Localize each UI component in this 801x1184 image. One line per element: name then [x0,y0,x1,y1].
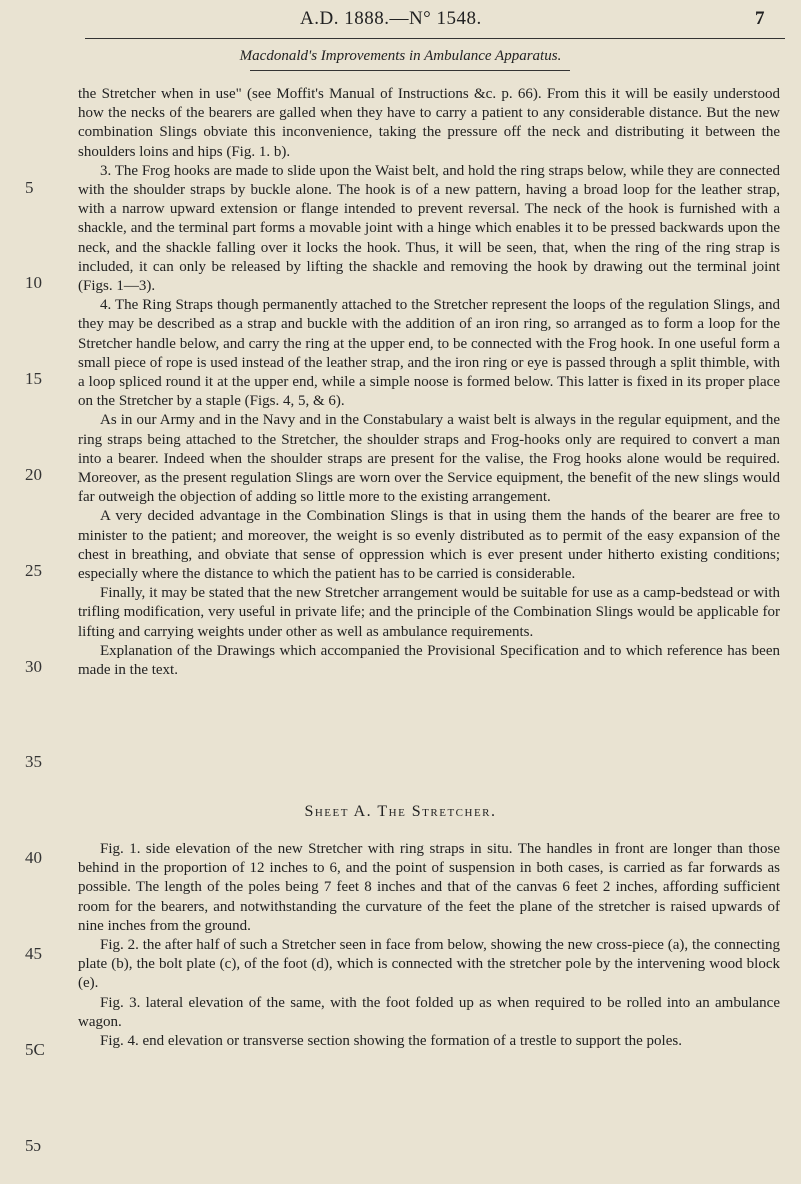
line-number: 10 [25,273,42,292]
line-number: 25 [25,561,42,580]
figure-description: Fig. 1. side elevation of the new Stretcher with ring straps in situ. The handles in front are longer than those behind in the proportion of 12 inches to 6, and the point of suspension in both cases, is carried as far forwards as possible. The length of the poles being 7 feet 8 inches and that of the canvas 6 feet 2 inches, affording sufficient room for the bearers, and notwithstanding the curvature of the feet the plane of the stretcher is raised upwards of nine inches from the ground. [78,841,780,934]
line-number: 5C [25,1040,45,1059]
figure-description: Fig. 4. end elevation or transverse section showing the formation of a trestle to support the poles. [100,1033,682,1050]
line-number: 20 [25,465,42,484]
section-heading: Sheet A. The Stretcher. [304,803,497,820]
running-title: Macdonald's Improvements in Ambulance Apparatus. [239,48,562,64]
paragraph: A very decided advantage in the Combination Slings is that in using them the hands of the bearer are free to minister to the patient; and moreover, the weight is so evenly distributed as to permit of the easy expansion of the chest in breathing, and obviate that sense of oppression which is ever present under hitherto existing conditions; especially where the distance to which the patient has to be carried is considerable. [78,508,780,583]
paragraph: Explanation of the Drawings which accompanied the Provisional Specification and to which reference has been made in the text. [78,642,780,679]
patent-title: A.D. 1888.—N° 1548. [300,8,482,29]
paragraph: the Stretcher when in use" (see Moffit's Manual of Instructions &c. p. 66). From this it will be easily understood how the necks of the bearers are galled when they have to carry a patient to any considerable distance. But the new combination Slings obviate this inconvenience, taking the pressure off the neck and distributing it between the shoulders loins and hips (Fig. 1. b). [78,86,780,160]
paragraph: 3. The Frog hooks are made to slide upon the Waist belt, and hold the ring straps below, while they are connected with the shoulder straps by buckle alone. The hook is of a new pattern, having a broad loop for the leather strap, with a narrow upward extension or flange intended to prevent reversal. The neck of the hook is furnished with a shackle, and the terminal part forms a movable joint with a hinge which enables it to be pressed backwards upon the neck, and the shackle falling over it locks the hook. Thus, it will be seen, that, when the ring of the ring strap is included, it can only be released by lifting the shackle and removing the hook by drawing out the terminal joint (Figs. 1—3). [78,162,780,295]
header-rule [85,38,785,39]
line-number: 45 [25,944,42,963]
paragraph: 4. The Ring Straps though permanently attached to the Stretcher represent the loops of the regulation Slings, and they may be described as a strap and buckle with the addition of an iron ring, so arranged as to form a loop for the Stretcher handle below, and carry the ring at the upper end, to be connected with the Frog hook. In one useful form a small piece of rope is used instead of the leather strap, and the iron ring or eye is passed through a split thimble, with a loop spliced round it at the upper end, while a simple noose is formed below. This latter is fixed in its proper place on the Stretcher by a staple (Figs. 4, 5, & 6). [78,297,780,410]
paragraph: Finally, it may be stated that the new Stretcher arrangement would be suitable for use as a camp-bedstead or with trifling modification, very useful in private life; and the principle of the Combination Slings would be applicable for lifting and carrying weights under other as well as ambulance requirements. [78,585,780,640]
body-text [78,85,780,680]
line-number: 35 [25,752,42,771]
subtitle-rule [250,70,570,71]
section-body [78,840,780,1051]
paragraph: As in our Army and in the Navy and in the Constabulary a waist belt is always in the regular equipment, and the ring straps being attached to the Stretcher, the shoulder straps and Frog-hooks only are required to convert a man into a bearer. Indeed when the shoulder straps are present for the valise, the Frog hooks alone would be required. Moreover, as the present regulation Slings are worn over the Service equipment, the benefit of the new slings would far outweigh the objection of adding so little more to the existing arrangement. [78,412,780,506]
page-number: 7 [755,8,765,29]
line-number: 5ɔ [25,1136,42,1155]
line-number: 15 [25,369,42,388]
line-number: 40 [25,848,42,867]
figure-description: Fig. 3. lateral elevation of the same, with the foot folded up as when required to be rolled into an ambulance wagon. [78,994,780,1030]
figure-description: Fig. 2. the after half of such a Stretcher seen in face from below, showing the new cross-piece (a), the connecting plate (b), the bolt plate (c), of the foot (d), which is connected with the stretcher pole by the intervening wood block (e). [78,937,780,992]
line-number: 5 [25,178,34,197]
line-number: 30 [25,657,42,676]
